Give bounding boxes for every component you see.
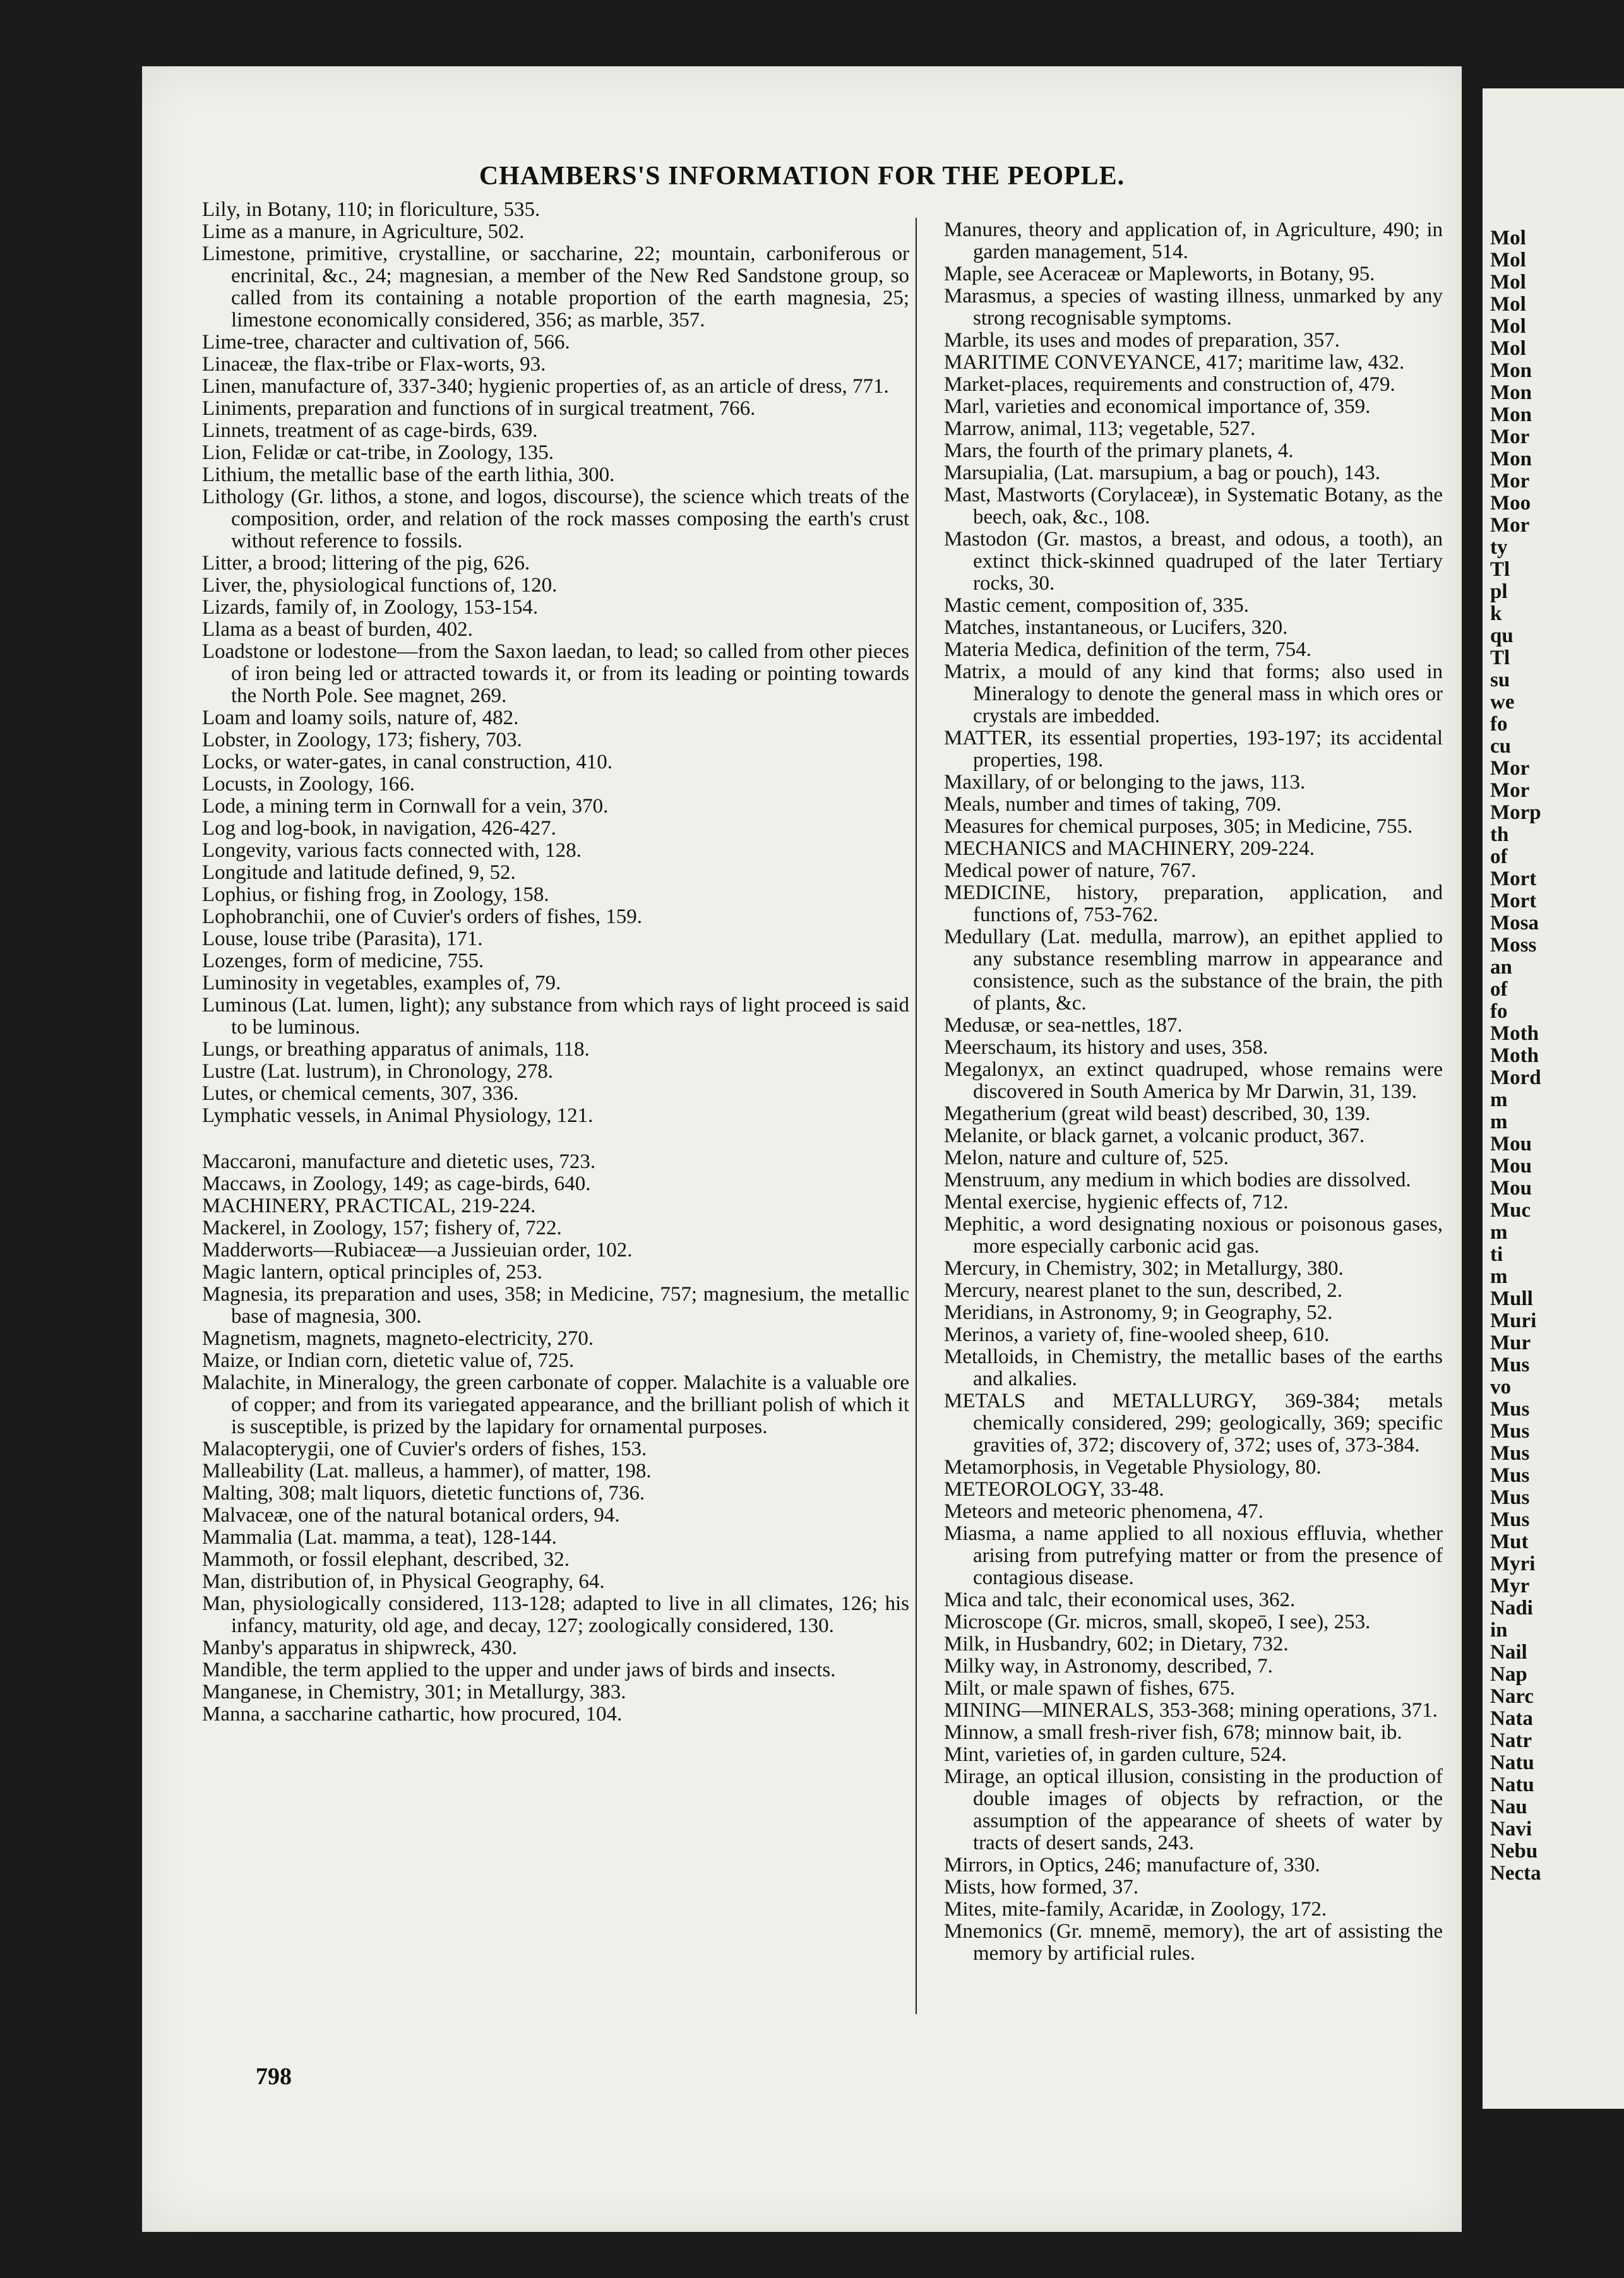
index-entry: Lustre (Lat. lustrum), in Chronology, 278. (202, 1060, 554, 1083)
index-entry: Marsupialia, (Lat. marsupium, a bag or pouch), 143. (944, 462, 1380, 484)
index-entry: Meals, number and times of taking, 709. (944, 793, 1282, 816)
index-entry: Minnow, a small fresh-river fish, 678; minnow bait, ib. (944, 1721, 1402, 1744)
index-entry: Lungs, or breathing apparatus of animals, 118. (202, 1038, 590, 1061)
adjacent-page-word: Mou (1490, 1178, 1532, 1200)
index-entry: Loam and loamy soils, nature of, 482. (202, 707, 519, 729)
adjacent-page-word: Mort (1490, 890, 1537, 912)
adjacent-page-fragments (1483, 88, 1624, 1885)
adjacent-page-word: Mus (1490, 1421, 1530, 1443)
adjacent-page-word: Mull (1490, 1288, 1533, 1310)
adjacent-page-word: Mou (1490, 1133, 1532, 1155)
index-entry: Luminosity in vegetables, examples of, 79. (202, 972, 561, 994)
index-entry: Marrow, animal, 113; vegetable, 527. (944, 417, 1256, 440)
adjacent-page-word: Nau (1490, 1796, 1527, 1818)
index-entry: Mammalia (Lat. mamma, a teat), 128-144. (202, 1526, 557, 1549)
adjacent-page-word: fo (1490, 1001, 1508, 1023)
index-entry: MARITIME CONVEYANCE, 417; maritime law, 432. (944, 351, 1405, 374)
right-index-column (944, 219, 1443, 1965)
index-entry: Megatherium (great wild beast) described, 30, 139. (944, 1102, 1371, 1125)
index-entry: Maccaroni, manufacture and dietetic uses, 723. (202, 1150, 596, 1173)
adjacent-page-word: Mol (1490, 338, 1526, 360)
index-entry: Materia Medica, definition of the term, 754. (944, 638, 1311, 661)
index-entry: MECHANICS and MACHINERY, 209-224. (944, 837, 1315, 860)
index-entry: Meerschaum, its history and uses, 358. (944, 1036, 1269, 1059)
index-entry: Metalloids, in Chemistry, the metallic bases of the earths and alkalies. (944, 1345, 1443, 1390)
adjacent-page-word: Nata (1490, 1708, 1533, 1730)
adjacent-page-word: Mol (1490, 249, 1526, 271)
index-entry: Lutes, or chemical cements, 307, 336. (202, 1082, 519, 1105)
adjacent-page-word: Mol (1490, 294, 1526, 316)
adjacent-page-word: Mus (1490, 1354, 1530, 1376)
index-entry: METEOROLOGY, 33-48. (944, 1478, 1164, 1501)
index-entry: Malleability (Lat. malleus, a hammer), of matter, 198. (202, 1460, 652, 1482)
index-entry: Measures for chemical purposes, 305; in Medicine, 755. (944, 815, 1413, 838)
adjacent-page-word: Mol (1490, 316, 1526, 338)
index-entry: Lobster, in Zoology, 173; fishery, 703. (202, 729, 522, 751)
index-entry: Lime as a manure, in Agriculture, 502. (202, 220, 525, 243)
adjacent-page-word: of (1490, 979, 1508, 1001)
adjacent-page-word: Mol (1490, 271, 1526, 294)
adjacent-page-word: Mol (1490, 227, 1526, 249)
index-entry: Manna, a saccharine cathartic, how procured, 104. (202, 1703, 623, 1726)
index-entry: Mastic cement, composition of, 335. (944, 594, 1249, 617)
section-gap (202, 1127, 909, 1151)
index-entry: Lophius, or fishing frog, in Zoology, 158. (202, 883, 549, 906)
index-entry: Man, physiologically considered, 113-128; adapted to live in all climates, 126; his infancy, maturity, old age, and decay, 127; zoologically considered, 130. (202, 1592, 909, 1637)
adjacent-page-word: m (1490, 1111, 1508, 1133)
index-entry: Log and log-book, in navigation, 426-427. (202, 817, 556, 840)
index-entry: MINING—MINERALS, 353-368; mining operations, 371. (944, 1699, 1438, 1722)
index-entry: Mercury, nearest planet to the sun, described, 2. (944, 1279, 1343, 1302)
adjacent-page-word: Myri (1490, 1553, 1536, 1575)
adjacent-page-word: Mus (1490, 1487, 1530, 1509)
adjacent-page-word: Mus (1490, 1509, 1530, 1531)
index-entry: Mint, varieties of, in garden culture, 524. (944, 1743, 1287, 1766)
adjacent-page-word: Mus (1490, 1398, 1530, 1421)
index-entry: Milky way, in Astronomy, described, 7. (944, 1655, 1273, 1678)
index-entry: Limestone, primitive, crystalline, or saccharine, 22; mountain, carboniferous or encrinital, &c., 24; magnesian, a member of the New Red Sandstone group, so called from its containing a notable proportion of the earth magnesia, 25; limestone economically considered, 356; as marble, 357. (202, 242, 909, 331)
index-entry: Megalonyx, an extinct quadruped, whose remains were discovered in South America by Mr Darwin, 31, 139. (944, 1058, 1443, 1103)
adjacent-page-word: Mus (1490, 1465, 1530, 1487)
index-entry: Mists, how formed, 37. (944, 1876, 1138, 1899)
index-entry: MACHINERY, PRACTICAL, 219-224. (202, 1195, 536, 1217)
index-entry: Medical power of nature, 767. (944, 859, 1197, 882)
index-entry: Mandible, the term applied to the upper and under jaws of birds and insects. (202, 1659, 836, 1681)
adjacent-page-word: Mort (1490, 868, 1537, 890)
index-entry: Linnets, treatment of as cage-birds, 639. (202, 419, 538, 442)
index-entry: Mica and talc, their economical uses, 362. (944, 1589, 1296, 1611)
index-entry: Llama as a beast of burden, 402. (202, 618, 473, 641)
index-entry: Malting, 308; malt liquors, dietetic functions of, 736. (202, 1482, 645, 1505)
adjacent-page-word: Natr (1490, 1730, 1532, 1752)
index-entry: Mites, mite-family, Acaridæ, in Zoology, 172. (944, 1898, 1327, 1921)
adjacent-page-word: Mon (1490, 404, 1532, 426)
index-entry: Meteors and meteoric phenomena, 47. (944, 1500, 1263, 1523)
index-entry: Lophobranchii, one of Cuvier's orders of fishes, 159. (202, 905, 642, 928)
adjacent-page-word: pl (1490, 581, 1508, 603)
index-entry: Medusæ, or sea-nettles, 187. (944, 1014, 1183, 1037)
index-entry: Maxillary, of or belonging to the jaws, 113. (944, 771, 1306, 794)
adjacent-page-word: in (1490, 1619, 1508, 1642)
adjacent-page-edge (1483, 88, 1624, 2109)
adjacent-page-word: Mou (1490, 1155, 1532, 1178)
index-entry: Malacopterygii, one of Cuvier's orders of fishes, 153. (202, 1438, 647, 1460)
adjacent-page-word: cu (1490, 736, 1511, 758)
index-entry: Milt, or male spawn of fishes, 675. (944, 1677, 1236, 1700)
adjacent-page-word: Tl (1490, 559, 1510, 581)
adjacent-page-word: vo (1490, 1376, 1511, 1398)
adjacent-page-word: m (1490, 1222, 1508, 1244)
index-entry: Liver, the, physiological functions of, 120. (202, 574, 558, 597)
adjacent-page-word: ty (1490, 537, 1508, 559)
index-entry: Mephitic, a word designating noxious or poisonous gases, more especially carbonic acid gas. (944, 1213, 1443, 1258)
adjacent-page-word: m (1490, 1089, 1508, 1111)
index-entry: Meridians, in Astronomy, 9; in Geography, 52. (944, 1301, 1333, 1324)
adjacent-page-word: Mon (1490, 448, 1532, 470)
adjacent-page-word: Mosa (1490, 912, 1539, 934)
adjacent-page-word: Natu (1490, 1752, 1534, 1774)
index-entry: Merinos, a variety of, fine-wooled sheep, 610. (944, 1323, 1330, 1346)
index-entry: Malachite, in Mineralogy, the green carbonate of copper. Malachite is a valuable ore of copper; and from its variegated appearance, and the brilliant polish of which it is susceptible, is prized by the lapidary for ornamental purposes. (202, 1371, 909, 1438)
column-divider (916, 218, 917, 2014)
index-entry: METALS and METALLURGY, 369-384; metals chemically considered, 299; geologically, 369; specific gravities of, 372; discovery of, 372; uses of, 373-384. (944, 1390, 1443, 1457)
index-entry: Locusts, in Zoology, 166. (202, 773, 415, 796)
running-head: CHAMBERS'S INFORMATION FOR THE PEOPLE. (479, 162, 1125, 191)
index-entry: Matches, instantaneous, or Lucifers, 320. (944, 616, 1288, 639)
adjacent-page-word: fo (1490, 713, 1508, 736)
adjacent-page-word: Nap (1490, 1664, 1527, 1686)
adjacent-page-word: we (1490, 691, 1515, 713)
index-entry: Longitude and latitude defined, 9, 52. (202, 861, 516, 884)
index-entry: Lily, in Botany, 110; in floriculture, 535. (202, 198, 540, 221)
index-entry: Mirrors, in Optics, 246; manufacture of, 330. (944, 1854, 1320, 1876)
index-entry: Mackerel, in Zoology, 157; fishery of, 722. (202, 1217, 562, 1239)
adjacent-page-word: Mord (1490, 1067, 1541, 1089)
index-entry: Magic lantern, optical principles of, 253. (202, 1261, 542, 1284)
index-entry: Linen, manufacture of, 337-340; hygienic properties of, as an article of dress, 771. (202, 375, 889, 398)
index-entry: Milk, in Husbandry, 602; in Dietary, 732. (944, 1633, 1289, 1655)
adjacent-page-word: Mon (1490, 382, 1532, 404)
index-entry: Man, distribution of, in Physical Geography, 64. (202, 1570, 605, 1593)
adjacent-page-word: Natu (1490, 1774, 1534, 1796)
adjacent-page-word: th (1490, 824, 1509, 846)
index-entry: Mental exercise, hygienic effects of, 712. (944, 1191, 1289, 1214)
index-entry: Marl, varieties and economical importance of, 359. (944, 395, 1371, 418)
adjacent-page-word: Navi (1490, 1818, 1532, 1840)
adjacent-page-word: Nadi (1490, 1597, 1533, 1619)
index-entry: Lymphatic vessels, in Animal Physiology, 121. (202, 1104, 594, 1127)
adjacent-page-word: Mut (1490, 1531, 1529, 1553)
index-entry: Luminous (Lat. lumen, light); any substance from which rays of light proceed is said to be luminous. (202, 994, 909, 1039)
adjacent-page-word: Nail (1490, 1642, 1527, 1664)
adjacent-page-word: ti (1490, 1244, 1503, 1266)
index-entry: Lithology (Gr. lithos, a stone, and logos, discourse), the science which treats of the composition, order, and relation of the rock masses composing the earth's crust without reference to fossils. (202, 486, 909, 552)
index-entry: Marasmus, a species of wasting illness, unmarked by any strong recognisable symptoms. (944, 285, 1443, 330)
index-entry: Metamorphosis, in Vegetable Physiology, 80. (944, 1456, 1322, 1479)
index-entry: Microscope (Gr. micros, small, skopeō, I see), 253. (944, 1611, 1371, 1633)
adjacent-page-word: Nebu (1490, 1840, 1538, 1863)
index-entry: Mnemonics (Gr. mnemē, memory), the art of assisting the memory by artificial rules. (944, 1920, 1443, 1965)
index-page (142, 66, 1462, 2232)
index-entry: MATTER, its essential properties, 193-197; its accidental properties, 198. (944, 727, 1443, 772)
index-entry: Magnetism, magnets, magneto-electricity, 270. (202, 1327, 594, 1350)
index-entry: Market-places, requirements and construction of, 479. (944, 373, 1395, 396)
index-entry: Malvaceæ, one of the natural botanical orders, 94. (202, 1504, 620, 1527)
adjacent-page-word: of (1490, 846, 1508, 868)
index-entry: Miasma, a name applied to all noxious effluvia, whether arising from putrefying matter or from the presence of contagious disease. (944, 1522, 1443, 1589)
adjacent-page-word: Moss (1490, 934, 1537, 957)
adjacent-page-word: Narc (1490, 1686, 1534, 1708)
index-entry: Marble, its uses and modes of preparation, 357. (944, 329, 1340, 352)
adjacent-page-word: Moth (1490, 1023, 1539, 1045)
index-entry: Melon, nature and culture of, 525. (944, 1147, 1229, 1169)
adjacent-page-word: Mus (1490, 1443, 1530, 1465)
index-entry: Manganese, in Chemistry, 301; in Metallurgy, 383. (202, 1681, 626, 1703)
index-entry: Locks, or water-gates, in canal construction, 410. (202, 751, 612, 773)
left-index-column (202, 199, 909, 1726)
index-entry: Mercury, in Chemistry, 302; in Metallurgy, 380. (944, 1257, 1344, 1280)
index-entry: Longevity, various facts connected with, 128. (202, 839, 582, 862)
adjacent-page-word: Muri (1490, 1310, 1537, 1332)
index-entry: Linaceæ, the flax-tribe or Flax-worts, 93. (202, 353, 546, 376)
index-entry: Matrix, a mould of any kind that forms; also used in Mineralogy to denote the general mass in which ores or crystals are imbedded. (944, 660, 1443, 727)
index-entry: Lithium, the metallic base of the earth lithia, 300. (202, 463, 615, 486)
index-entry: MEDICINE, history, preparation, application, and functions of, 753-762. (944, 881, 1443, 926)
adjacent-page-word: Mor (1490, 426, 1530, 448)
index-entry: Maple, see Aceraceæ or Mapleworts, in Botany, 95. (944, 263, 1375, 285)
adjacent-page-word: su (1490, 669, 1510, 691)
index-entry: Manures, theory and application of, in Agriculture, 490; in garden management, 514. (944, 218, 1443, 263)
adjacent-page-word: Mor (1490, 470, 1530, 492)
adjacent-page-word: Tl (1490, 647, 1510, 669)
index-entry: Litter, a brood; littering of the pig, 626. (202, 552, 530, 575)
index-entry: Louse, louse tribe (Parasita), 171. (202, 927, 483, 950)
adjacent-page-word: Mor (1490, 780, 1530, 802)
index-entry: Magnesia, its preparation and uses, 358; in Medicine, 757; magnesium, the metallic base of magnesia, 300. (202, 1283, 909, 1328)
adjacent-page-word: an (1490, 957, 1512, 979)
index-entry: Madderworts—Rubiaceæ—a Jussieuian order, 102. (202, 1239, 633, 1261)
index-entry: Liniments, preparation and functions of in surgical treatment, 766. (202, 397, 756, 420)
index-entry: Mastodon (Gr. mastos, a breast, and odous, a tooth), an extinct thick-skinned quadruped of the later Tertiary rocks, 30. (944, 528, 1443, 595)
index-entry: Mars, the fourth of the primary planets, 4. (944, 439, 1294, 462)
index-entry: Maize, or Indian corn, dietetic value of, 725. (202, 1349, 575, 1372)
adjacent-page-word: qu (1490, 625, 1514, 647)
index-entry: Maccaws, in Zoology, 149; as cage-birds, 640. (202, 1172, 591, 1195)
index-entry: Mast, Mastworts (Corylaceæ), in Systematic Botany, as the beech, oak, &c., 108. (944, 484, 1443, 528)
adjacent-page-word: Morp (1490, 802, 1541, 824)
index-entry: Manby's apparatus in shipwreck, 430. (202, 1637, 518, 1659)
adjacent-page-word: k (1490, 603, 1502, 625)
adjacent-page-word: Moth (1490, 1045, 1539, 1067)
index-entry: Lozenges, form of medicine, 755. (202, 950, 484, 972)
index-entry: Mammoth, or fossil elephant, described, 32. (202, 1548, 570, 1571)
index-entry: Lode, a mining term in Cornwall for a vein, 370. (202, 795, 609, 818)
adjacent-page-word: Mor (1490, 758, 1530, 780)
adjacent-page-word: Necta (1490, 1863, 1541, 1885)
index-entry: Mirage, an optical illusion, consisting in the production of double images of objects by refraction, or the assumption of the appearance of sheets of water by tracts of desert sands, 243. (944, 1765, 1443, 1854)
index-entry: Lime-tree, character and cultivation of, 566. (202, 331, 570, 354)
index-entry: Loadstone or lodestone—from the Saxon laedan, to lead; so called from other pieces of iron being led or attracted towards it, or from its leading or pointing towards the North Pole. See magnet, 269. (202, 640, 909, 707)
index-entry: Menstruum, any medium in which bodies are dissolved. (944, 1169, 1411, 1191)
page-number: 798 (256, 2063, 292, 2090)
adjacent-page-word: Mor (1490, 515, 1530, 537)
adjacent-page-word: Mur (1490, 1332, 1531, 1354)
index-entry: Lion, Felidæ or cat-tribe, in Zoology, 135. (202, 441, 554, 464)
adjacent-page-word: m (1490, 1266, 1508, 1288)
adjacent-page-word: Moo (1490, 492, 1531, 515)
index-entry: Lizards, family of, in Zoology, 153-154. (202, 596, 539, 619)
adjacent-page-word: Mon (1490, 360, 1532, 382)
adjacent-page-word: Myr (1490, 1575, 1530, 1597)
index-entry: Melanite, or black garnet, a volcanic product, 367. (944, 1124, 1365, 1147)
adjacent-page-word: Muc (1490, 1200, 1531, 1222)
index-entry: Medullary (Lat. medulla, marrow), an epithet applied to any substance resembling marrow in appearance and consistence, such as the substance of the brain, the pith of plants, &c. (944, 926, 1443, 1015)
